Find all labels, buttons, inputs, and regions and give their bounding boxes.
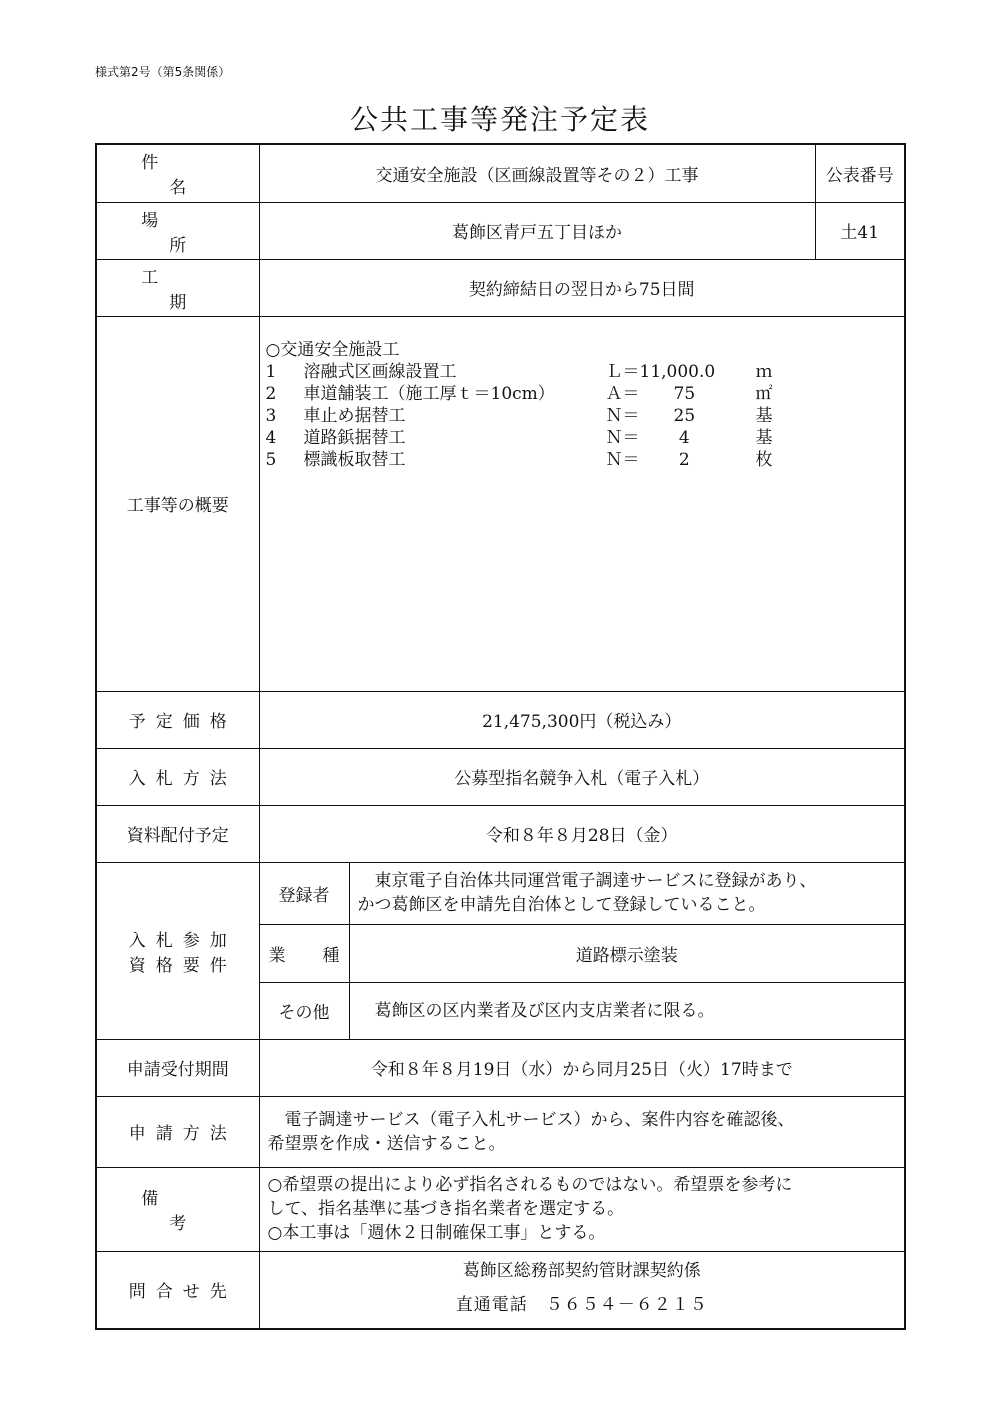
value-application-method: 電子調達サービス（電子入札サービス）から、案件内容を確認後、 希望票を作成・送信すること。 [259,1096,905,1167]
value-other: 葛飾区の区内業者及び区内支店業者に限る。 [349,982,905,1039]
row-application-method [96,1096,905,1167]
label-price: 予定価格 [96,691,259,748]
value-summary [259,316,905,691]
row-place [96,202,905,259]
summary-heading: ○交通安全施設工 [265,339,400,360]
value-doc-date: 令和８年８月28日（金） [259,805,905,862]
row-summary [96,316,905,691]
row-application-period [96,1039,905,1096]
page-title: 公共工事等発注予定表 [349,103,650,136]
label-other: その他 [259,982,349,1039]
contact-phone: 直通電話 ５６５４－６２１５ [455,1294,708,1315]
summary-item: 3 車止め据替工 Ｎ＝ 25 基 [265,405,773,426]
value-registrant: 東京電子自治体共同運営電子調達サービスに登録があり、 かつ葛飾区を申請先自治体として登録していること。 [349,862,905,924]
row-bid-method [96,748,905,805]
label-period: 工 期 [96,259,259,316]
label-contact: 問合せ先 [96,1251,259,1329]
value-contact [259,1251,905,1329]
label-bid-method: 入札方法 [96,748,259,805]
label-registrant: 登録者 [259,862,349,924]
form-number: 様式第2号（第5条関係） [95,65,231,79]
value-place: 葛飾区青戸五丁目ほか [259,202,815,259]
label-qualification: 入札参加 資格要件 [96,862,259,1039]
row-qualification-registrant [96,862,905,924]
value-application-period: 令和８年８月19日（水）から同月25日（火）17時まで [259,1039,905,1096]
summary-item: 1 溶融式区画線設置工 Ｌ＝11,000.0 ｍ [265,361,773,382]
value-remarks: ○希望票の提出により必ず指名されるものではない。希望票を参考に して、指名基準に基づき指名業者を選定する。 ○本工事は「週休２日制確保工事」とする。 [259,1167,905,1251]
contact-department: 葛飾区総務部契約管財課契約係 [462,1260,701,1281]
summary-item: 2 車道舗装工（施工厚ｔ＝10cm） Ａ＝ 75 ㎡ [265,383,773,404]
value-name: 交通安全施設（区画線設置等その２）工事 [259,144,815,202]
row-name [96,144,905,202]
label-summary: 工事等の概要 [96,316,259,691]
summary-item: 4 道路鋲据替工 Ｎ＝ 4 基 [265,427,773,448]
value-period: 契約締結日の翌日から75日間 [259,259,905,316]
label-application-method: 申請方法 [96,1096,259,1167]
label-doc-date: 資料配付予定 [96,805,259,862]
label-place: 場 所 [96,202,259,259]
summary-item: 5 標識板取替工 Ｎ＝ 2 枚 [265,449,773,470]
row-period [96,259,905,316]
label-name: 件 名 [96,144,259,202]
label-application-period: 申請受付期間 [96,1039,259,1096]
order-schedule-table [95,143,906,1330]
row-remarks [96,1167,905,1251]
value-price: 21,475,300円（税込み） [259,691,905,748]
row-contact [96,1251,905,1329]
value-publication-number: 土41 [815,202,905,259]
label-publication-number: 公表番号 [815,144,905,202]
label-industry: 業 種 [259,924,349,982]
label-remarks: 備 考 [96,1167,259,1251]
row-doc-date [96,805,905,862]
value-industry: 道路標示塗装 [349,924,905,982]
row-price [96,691,905,748]
value-bid-method: 公募型指名競争入札（電子入札） [259,748,905,805]
